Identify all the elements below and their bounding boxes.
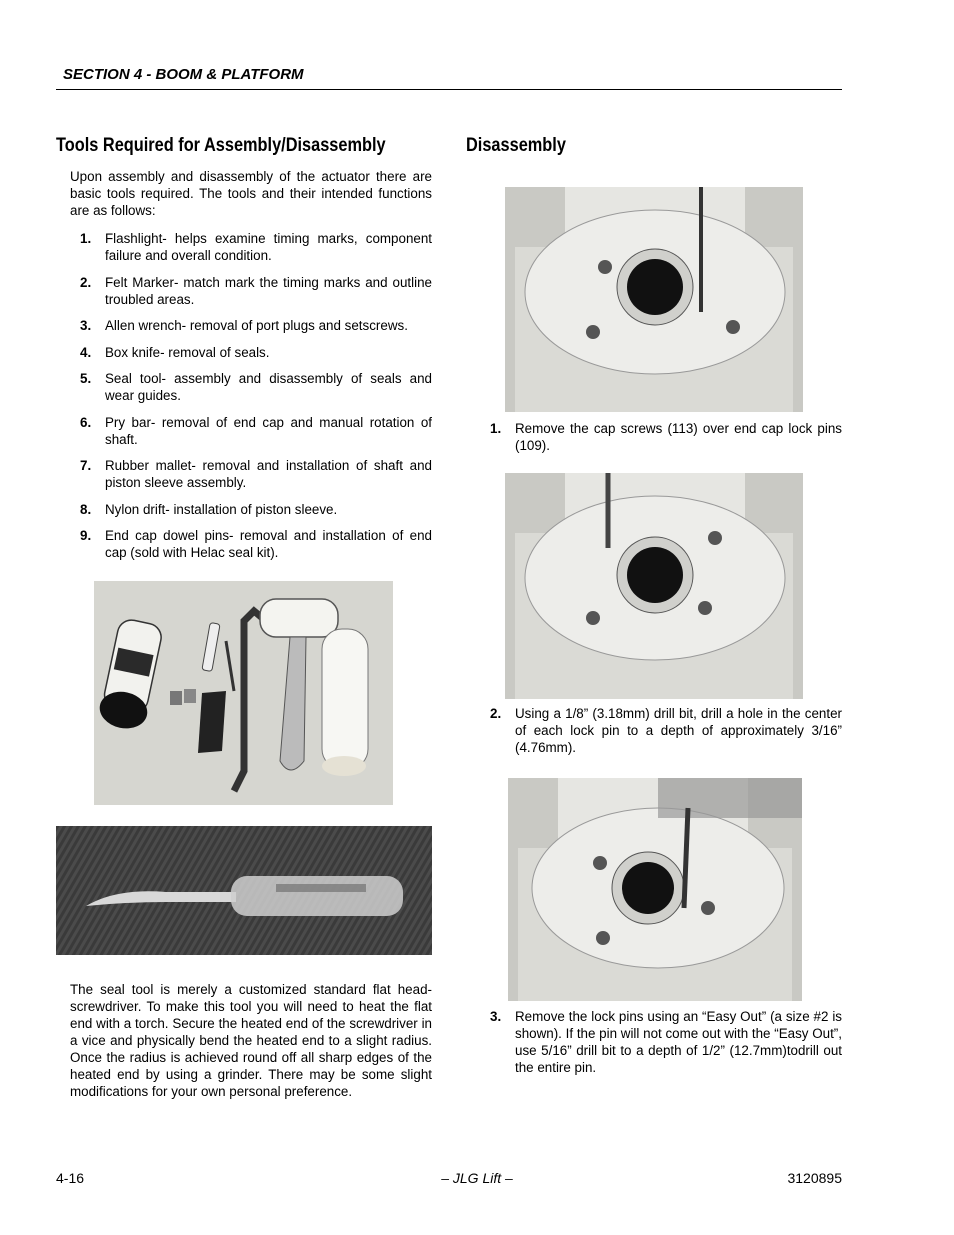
disassembly-heading: Disassembly xyxy=(466,135,566,156)
list-item: 9. End cap dowel pins- removal and installation of end cap (sold with Helac seal kit). xyxy=(80,528,432,560)
step-1: 1. Remove the cap screws (113) over end cap lock pins (109). xyxy=(490,421,842,453)
list-item: 3. Allen wrench- removal of port plugs and setscrews. xyxy=(80,318,408,333)
seal-tool-photo xyxy=(56,826,432,955)
step-2: 2. Using a 1/8” (3.18mm) drill bit, drill a hole in the center of each lock pin to a depth of approximately 3/16” (4.76mm). xyxy=(490,706,842,755)
list-item: 4. Box knife- removal of seals. xyxy=(80,344,270,360)
tools-list xyxy=(70,230,432,571)
page-number: 4-16 xyxy=(56,1170,85,1186)
footer-center: – JLG Lift – xyxy=(441,1170,513,1186)
list-item: 6. Pry bar- removal of end cap and manual rotation of shaft. xyxy=(80,414,432,447)
step3-photo xyxy=(508,778,802,1001)
section-header: SECTION 4 - BOOM & PLATFORM xyxy=(63,66,304,83)
list-item: 2. Felt Marker- match mark the timing marks and outline troubled areas. xyxy=(80,274,432,307)
tools-intro: Upon assembly and disassembly of the actuator there are basic tools required. The tools and their intended functions are as follows: xyxy=(70,169,432,218)
list-item: 8. Nylon drift- installation of piston sleeve. xyxy=(80,501,338,517)
step2-photo xyxy=(505,473,803,699)
tools-photo xyxy=(94,581,393,805)
seal-tool-text: The seal tool is merely a customized standard flat head-screwdriver. To make this tool you will need to heat the flat end with a torch. Secure the heated end of the screwdriver in a vice and physically bend the heated end to a slight radius. Once the radius is achieved round off all sharp edges of the heated end by using a grinder. There may be some slight modifications for your own personal preference. xyxy=(70,982,432,1099)
step-3: 3. Remove the lock pins using an “Easy Out” (a size #2 is shown). If the pin will not come out with the “Easy Out”, use 5/16” drill bit to a depth of 1/2” (12.7mm)todrill out the entire pin. xyxy=(490,1009,842,1075)
list-item: 5. Seal tool- assembly and disassembly of seals and wear guides. xyxy=(80,371,432,403)
header-rule xyxy=(56,89,842,90)
document-number: 3120895 xyxy=(787,1170,842,1186)
list-item: 1. Flashlight- helps examine timing marks, component failure and overall condition. xyxy=(80,231,432,263)
tools-heading: Tools Required for Assembly/Disassembly xyxy=(56,135,386,156)
list-item: 7. Rubber mallet- removal and installation of shaft and piston sleeve assembly. xyxy=(80,458,432,490)
step1-photo xyxy=(505,187,803,412)
